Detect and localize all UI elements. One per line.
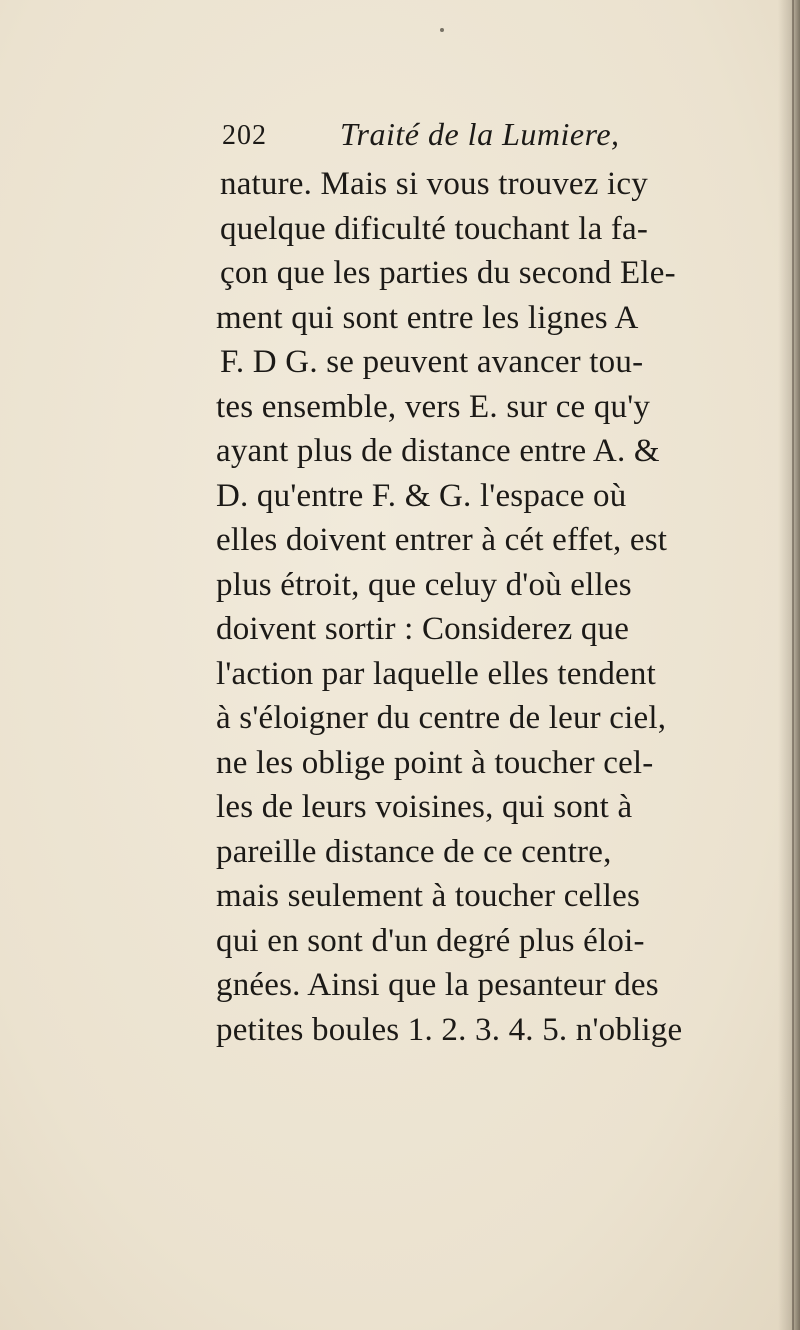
text-line: gnées. Ainsi que la pesanteur des [216,967,659,1003]
text-line: petites boules 1. 2. 3. 4. 5. n'oblige [216,1011,683,1048]
body-text [212,162,772,1052]
page-edge [792,0,794,1330]
text-line: nature. Mais si vous trouvez icy [220,166,648,202]
text-line: ment qui sont entre les lignes A [216,299,639,336]
text-line: plus étroit, que celuy d'où elles [216,566,632,603]
text-line: ayant plus de distance entre A. & [216,433,660,469]
text-line: les de leurs voisines, qui sont à [216,789,633,825]
text-line: tes ensemble, vers E. sur ce qu'y [216,388,651,425]
text-line: F. D G. se peuvent avancer tou- [220,344,644,380]
text-line: elles doivent entrer à cét effet, est [216,522,668,558]
text-line: doivent sortir : Considerez que [216,611,630,647]
running-title: Traité de la Lumiere, [340,116,620,152]
page-gutter-shadow [778,0,800,1330]
text-line: l'action par laquelle elles tendent [216,655,656,692]
page-number: 202 [222,120,267,151]
text-line: ne les oblige point à toucher cel- [216,744,654,781]
text-line: quelque dificulté touchant la fa- [220,210,649,247]
text-line: D. qu'entre F. & G. l'espace où [216,477,627,514]
text-line: pareille distance de ce centre, [216,833,612,870]
text-line: à s'éloigner du centre de leur ciel, [216,700,667,736]
ink-speck [440,28,444,32]
text-line: qui en sont d'un degré plus éloi- [216,922,645,959]
page-header [222,112,682,162]
text-line: mais seulement à toucher celles [216,878,641,914]
text-line: çon que les parties du second Ele- [220,255,676,291]
